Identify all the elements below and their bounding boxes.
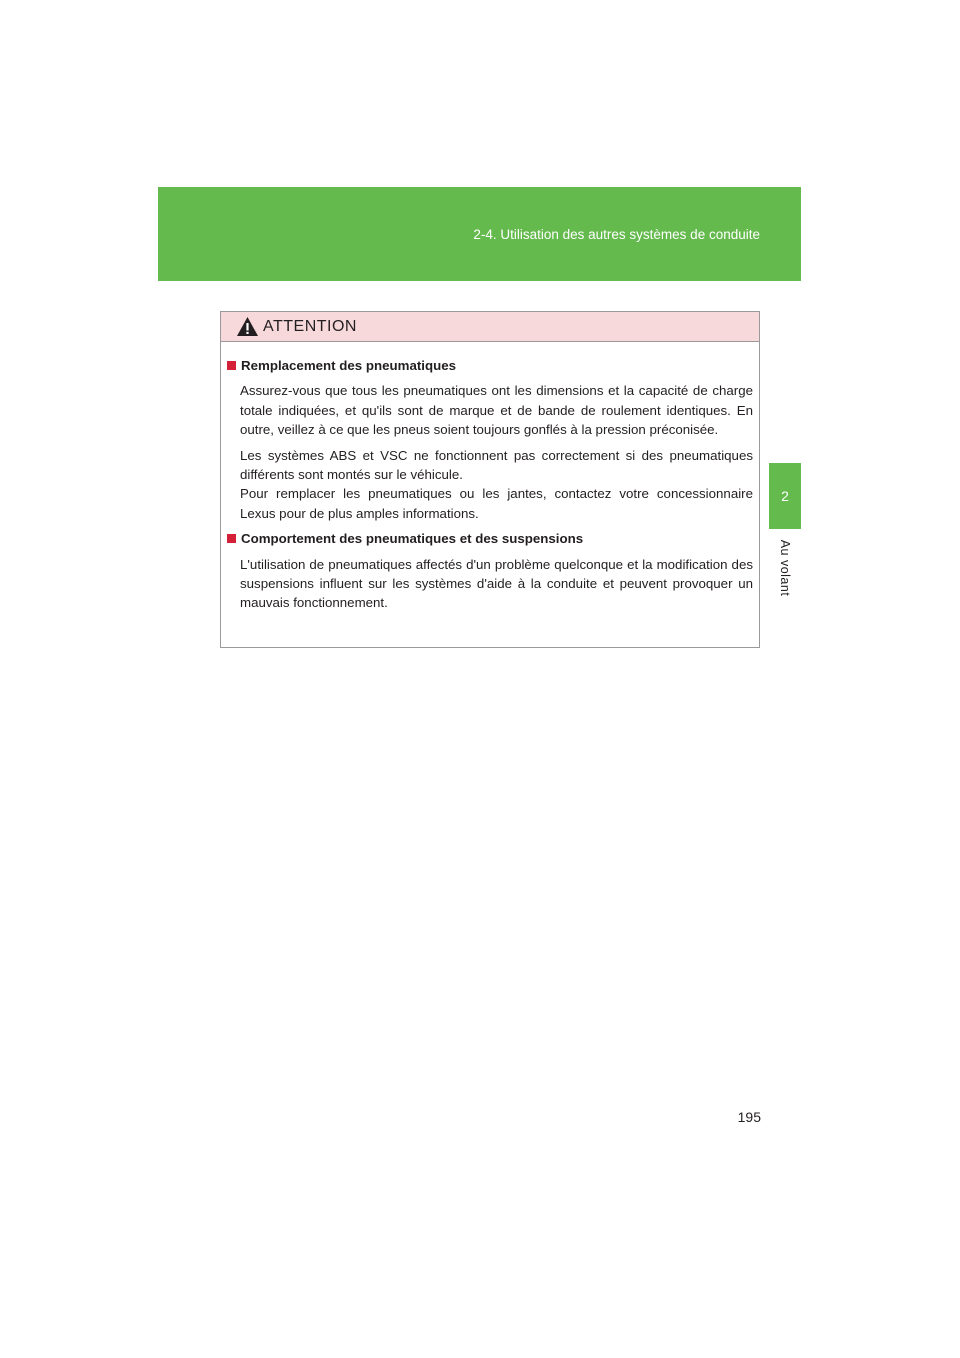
section-title: 2-4. Utilisation des autres systèmes de conduite [473,227,760,242]
chapter-tab [769,463,801,529]
paragraph: L'utilisation de pneumatiques affectés d'un problème quelconque et la modification des suspensions influent sur les systèmes d'aide à la conduite et peuvent provoquer un mauvais fonctionnement. [240,556,753,611]
item-heading-text: Remplacement des pneumatiques [241,358,457,373]
page-number: 195 [737,1109,761,1125]
chapter-label: Au volant [778,539,792,597]
warning-box [220,311,760,648]
header-band [158,187,801,281]
warning-triangle-icon [236,316,259,337]
paragraph: Pour remplacer les pneumatiques ou les jantes, contactez votre concessionnaire Lexus pour de plus amples informations. [240,486,753,521]
warning-item-tire-replacement [226,356,753,523]
bullet-square-icon [227,361,236,370]
warning-item-tire-suspension-behavior [226,529,753,613]
item-heading [226,356,753,375]
bullet-square-icon [227,534,236,543]
chapter-number: 2 [781,488,789,504]
warning-body [221,342,759,613]
item-heading-text: Comportement des pneumatiques et des suspensions [241,531,584,547]
item-heading [226,529,753,548]
warning-header [221,312,759,342]
warning-title: ATTENTION [263,318,357,335]
paragraph: Assurez-vous que tous les pneumatiques ont les dimensions et la capacité de charge totale indiquées, et qu'ils sont de marque et de bande de roulement identiques. En outre, veillez à ce que les pneus soient toujours gonflés à la pression préconisée. [240,383,753,438]
paragraph: Les systèmes ABS et VSC ne fonctionnent pas correctement si des pneumatiques différents sont montés sur le véhicule. [240,447,753,483]
